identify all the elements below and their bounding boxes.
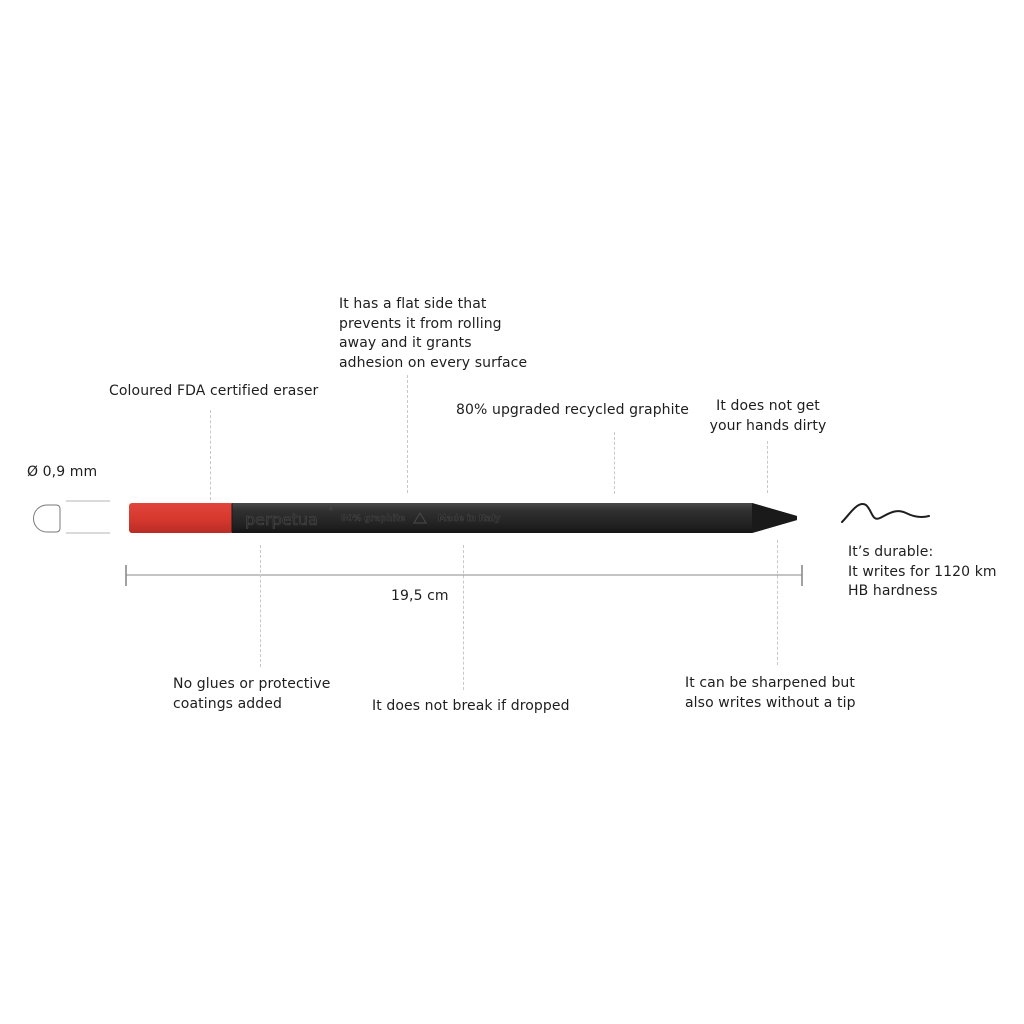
pencil-tip xyxy=(752,503,797,533)
eraser-label: Coloured FDA certified eraser xyxy=(109,383,319,399)
flat-side-label-line-1: It has a flat side that xyxy=(339,296,487,312)
glue-label xyxy=(173,675,330,714)
flat-side-label xyxy=(339,295,527,373)
length-dimension xyxy=(126,565,802,586)
flat-side-leader-line xyxy=(407,375,408,493)
break-leader-line xyxy=(463,545,464,690)
sharpen-leader-line xyxy=(777,540,778,665)
pencil-brand-engraving: perpetua xyxy=(245,510,318,529)
glue-label-line-1: No glues or protective xyxy=(173,676,331,692)
cross-section-icon xyxy=(34,501,111,533)
flat-side-label-line-3: away and it grants xyxy=(339,335,472,351)
dirty-label-line-2: your hands dirty xyxy=(709,417,827,434)
flat-side-label-line-4: adhesion on every surface xyxy=(339,354,528,371)
durable-label-line-1: It’s durable: xyxy=(848,544,934,560)
glue-leader-line xyxy=(260,545,261,667)
durable-label xyxy=(848,543,997,602)
pencil-illustration xyxy=(129,503,797,533)
sharpen-label-line-1: It can be sharpened but xyxy=(685,675,855,691)
durable-label-line-2: It writes for 1120 km xyxy=(848,563,997,580)
pencil-graphite-engraving: 80% graphite xyxy=(341,514,406,524)
diameter-label: Ø 0,9 mm xyxy=(27,464,98,480)
dirty-label-line-1: It does not get xyxy=(716,398,820,414)
scribble-icon xyxy=(842,504,929,522)
graphite-label: 80% upgraded recycled graphite xyxy=(456,402,689,418)
break-label: It does not break if dropped xyxy=(372,698,570,714)
flat-side-label-line-2: prevents it from rolling xyxy=(339,315,502,332)
length-label: 19,5 cm xyxy=(391,588,449,604)
pencil-origin-engraving: Made in Italy xyxy=(438,514,501,524)
sharpen-label xyxy=(685,674,856,713)
dirty-label xyxy=(708,397,828,436)
glue-label-line-2: coatings added xyxy=(173,695,282,712)
trademark-mark: ® xyxy=(328,506,334,513)
eraser-leader-line xyxy=(210,410,211,500)
sharpen-label-line-2: also writes without a tip xyxy=(685,694,856,711)
durable-label-line-3: HB hardness xyxy=(848,583,938,599)
pencil-eraser xyxy=(129,503,233,533)
dirty-leader-line xyxy=(767,441,768,493)
graphite-leader-line xyxy=(614,432,615,494)
